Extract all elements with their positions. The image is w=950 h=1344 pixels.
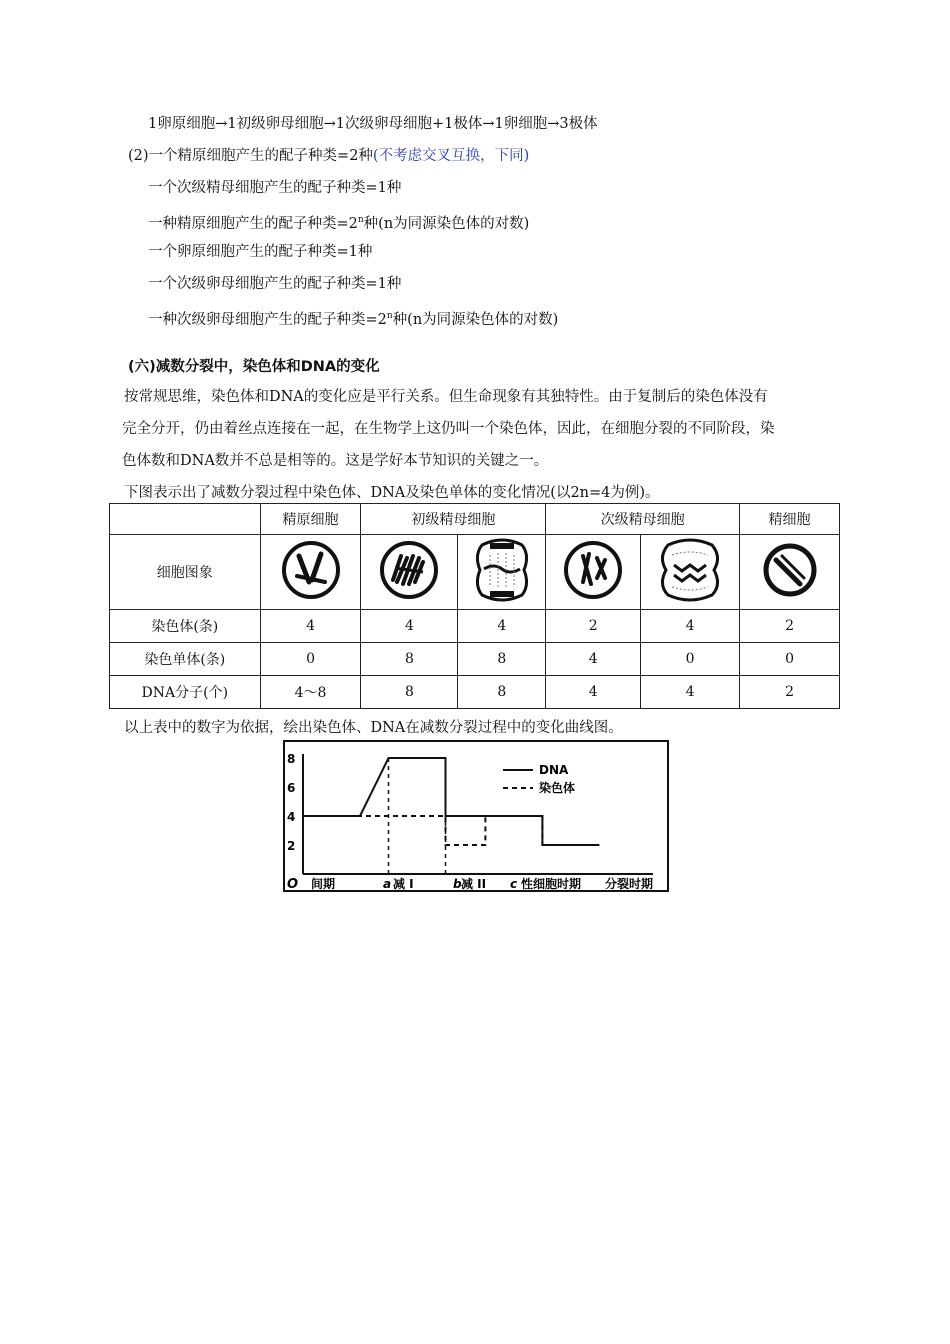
- secondary-spermatocyte-image-2: [654, 535, 726, 605]
- x-axis-label: c: [510, 877, 518, 891]
- line-4: [148, 210, 529, 234]
- table-cell: 4～8: [260, 676, 361, 709]
- line-4-sup: n: [357, 215, 364, 225]
- table-row: [110, 643, 840, 676]
- table-row: [110, 610, 840, 643]
- y-tick-label: 6: [287, 781, 296, 795]
- dna-chromosome-chart: [283, 740, 669, 892]
- line-7-b: 种(n为同源染色体的对数): [392, 311, 559, 328]
- table-cell: 2: [546, 610, 641, 643]
- x-axis-label: 性细胞时期: [521, 877, 582, 891]
- header-cell: 初级精母细胞: [361, 504, 546, 535]
- table-cell: 8: [458, 676, 546, 709]
- x-axis-label: a: [383, 877, 392, 891]
- table-cell: 8: [361, 643, 458, 676]
- table-cell: 0: [740, 643, 840, 676]
- section-heading: (六)减数分裂中，染色体和DNA的变化: [128, 359, 380, 375]
- origin-label: O: [287, 877, 299, 892]
- table-cell: 4: [546, 643, 641, 676]
- spermatogonium-cell-image: [279, 538, 343, 602]
- cell-image: [361, 535, 458, 610]
- y-tick-label: 2: [287, 839, 296, 853]
- table-corner: [110, 504, 261, 535]
- x-axis-label: 减 I: [393, 877, 414, 891]
- table-cell: 2: [740, 676, 840, 709]
- line-2: [128, 146, 529, 166]
- table-cell: 2: [740, 610, 840, 643]
- paragraph-1-line-2: 完全分开，仍由着丝点连接在一起，在生物学上这仍叫一个染色体，因此，在细胞分裂的不同阶段，染: [122, 421, 775, 437]
- line-3: 一个次级精母细胞产生的配子种类=1种: [148, 180, 402, 196]
- table-cell: 8: [361, 676, 458, 709]
- paragraph-1: [122, 381, 858, 477]
- table-cell: 4: [641, 676, 740, 709]
- x-axis-label: 分裂时期: [605, 877, 654, 891]
- header-cell: 次级精母细胞: [546, 504, 740, 535]
- line-7-sup: n: [386, 311, 393, 321]
- header-cell: 精原细胞: [260, 504, 361, 535]
- row-label: 染色单体(条): [110, 643, 261, 676]
- paragraph-1-line-1: 按常规思维，染色体和DNA的变化应是平行关系。但生命现象有其独特性。由于复制后的染色体没有: [124, 389, 768, 405]
- header-cell: 精细胞: [740, 504, 840, 535]
- legend-label: 染色体: [539, 781, 576, 795]
- secondary-spermatocyte-image-1: [561, 538, 625, 602]
- cell-image: [740, 535, 840, 610]
- table-cell: 4: [458, 610, 546, 643]
- cell-image: [458, 535, 546, 610]
- x-axis-label: 间期: [311, 877, 336, 891]
- legend-label: DNA: [539, 763, 569, 777]
- y-tick-label: 4: [287, 810, 296, 824]
- primary-spermatocyte-image-1: [377, 538, 441, 602]
- x-axis-label: b: [453, 877, 462, 891]
- table-cell: 8: [458, 643, 546, 676]
- line-6: 一个次级卵母细胞产生的配子种类=1种: [148, 276, 402, 292]
- table-cell: 4: [260, 610, 361, 643]
- table-row: [110, 676, 840, 709]
- table-header-row: [110, 504, 840, 535]
- row-label: 染色体(条): [110, 610, 261, 643]
- sperm-cell-image: [760, 540, 820, 600]
- cell-image: [546, 535, 641, 610]
- line-2-note: (不考虑交叉互换，下同): [372, 148, 530, 164]
- x-axis-label: 减 II: [461, 877, 487, 891]
- paragraph-1-line-3: 色体数和DNA数并不总是相等的。这是学好本节知识的关键之一。: [122, 453, 549, 469]
- table-image-row: [110, 535, 840, 610]
- line-7: [148, 306, 558, 330]
- row-label: 细胞图象: [110, 535, 261, 610]
- cell-image: [641, 535, 740, 610]
- data-table: [109, 503, 840, 709]
- table-cell: 4: [641, 610, 740, 643]
- table-cell: 0: [641, 643, 740, 676]
- paragraph-2: 下图表示出了减数分裂过程中染色体、DNA及染色单体的变化情况(以2n=4为例)。: [124, 485, 660, 501]
- line-4-a: 一种精原细胞产生的配子种类=2: [148, 215, 358, 232]
- table-cell: 4: [546, 676, 641, 709]
- cell-image: [260, 535, 361, 610]
- table-cell: 0: [260, 643, 361, 676]
- line-2-main: (2)一个精原细胞产生的配子种类=2种: [128, 148, 373, 164]
- line-7-a: 一种次级卵母细胞产生的配子种类=2: [148, 311, 387, 328]
- line-4-b: 种(n为同源染色体的对数): [363, 215, 530, 232]
- primary-spermatocyte-image-2: [470, 535, 534, 605]
- line-5: 一个卵原细胞产生的配子种类=1种: [148, 244, 373, 260]
- y-tick-label: 8: [287, 752, 296, 766]
- paragraph-3: 以上表中的数字为依据，绘出染色体、DNA在减数分裂过程中的变化曲线图。: [124, 720, 623, 736]
- table-cell: 4: [361, 610, 458, 643]
- row-label: DNA分子(个): [110, 676, 261, 709]
- line-1: 1卵原细胞→1初级卵母细胞→1次级卵母细胞+1极体→1卵细胞→3极体: [148, 116, 598, 132]
